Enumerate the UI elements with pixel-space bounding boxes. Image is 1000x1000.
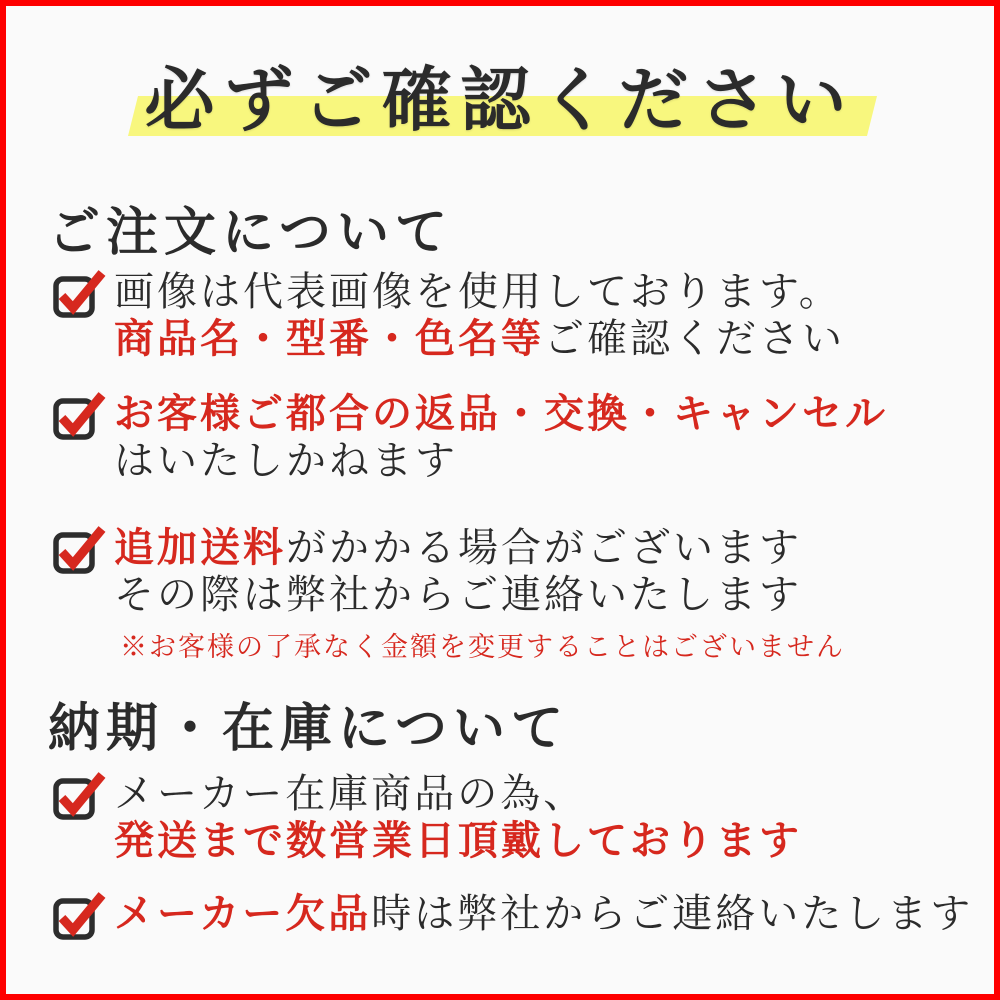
checkbox-checked-icon: [52, 268, 106, 318]
item-line: 発送まで数営業日頂戴しております: [114, 818, 802, 863]
checkbox-checked-icon: [52, 524, 106, 574]
checkbox-checked-icon: [52, 890, 106, 940]
item-line: 商品名・型番・色名等ご確認ください: [114, 316, 845, 361]
notice-item-maker-stock: [52, 770, 802, 864]
section-heading-stock: 納期・在庫について: [48, 701, 569, 758]
item-line: 追加送料がかかる場合がございます: [114, 525, 802, 570]
notice-item-no-returns: [52, 390, 888, 484]
item-line: はいたしかねます: [114, 438, 458, 483]
checkbox-checked-icon: [52, 770, 106, 820]
notice-item-representative-image: [52, 268, 845, 362]
item-line: メーカー欠品時は弊社からご連絡いたします: [114, 891, 974, 936]
notice-item-extra-shipping: [52, 524, 845, 664]
item-line: メーカー在庫商品の為、: [114, 771, 587, 816]
section-heading-order: ご注文について: [48, 205, 453, 262]
item-line: お客様ご都合の返品・交換・キャンセル: [114, 391, 888, 436]
item-line: その際は弊社からご連絡いたします: [114, 572, 802, 617]
item-line: 画像は代表画像を使用しております。: [114, 269, 842, 314]
notice-item-out-of-stock: [52, 890, 973, 940]
checkbox-checked-icon: [52, 390, 106, 440]
item-note: ※お客様の了承なく金額を変更することはございません: [120, 632, 845, 662]
page-title: 必ずご確認ください: [144, 63, 856, 140]
title-row: [6, 44, 994, 145]
